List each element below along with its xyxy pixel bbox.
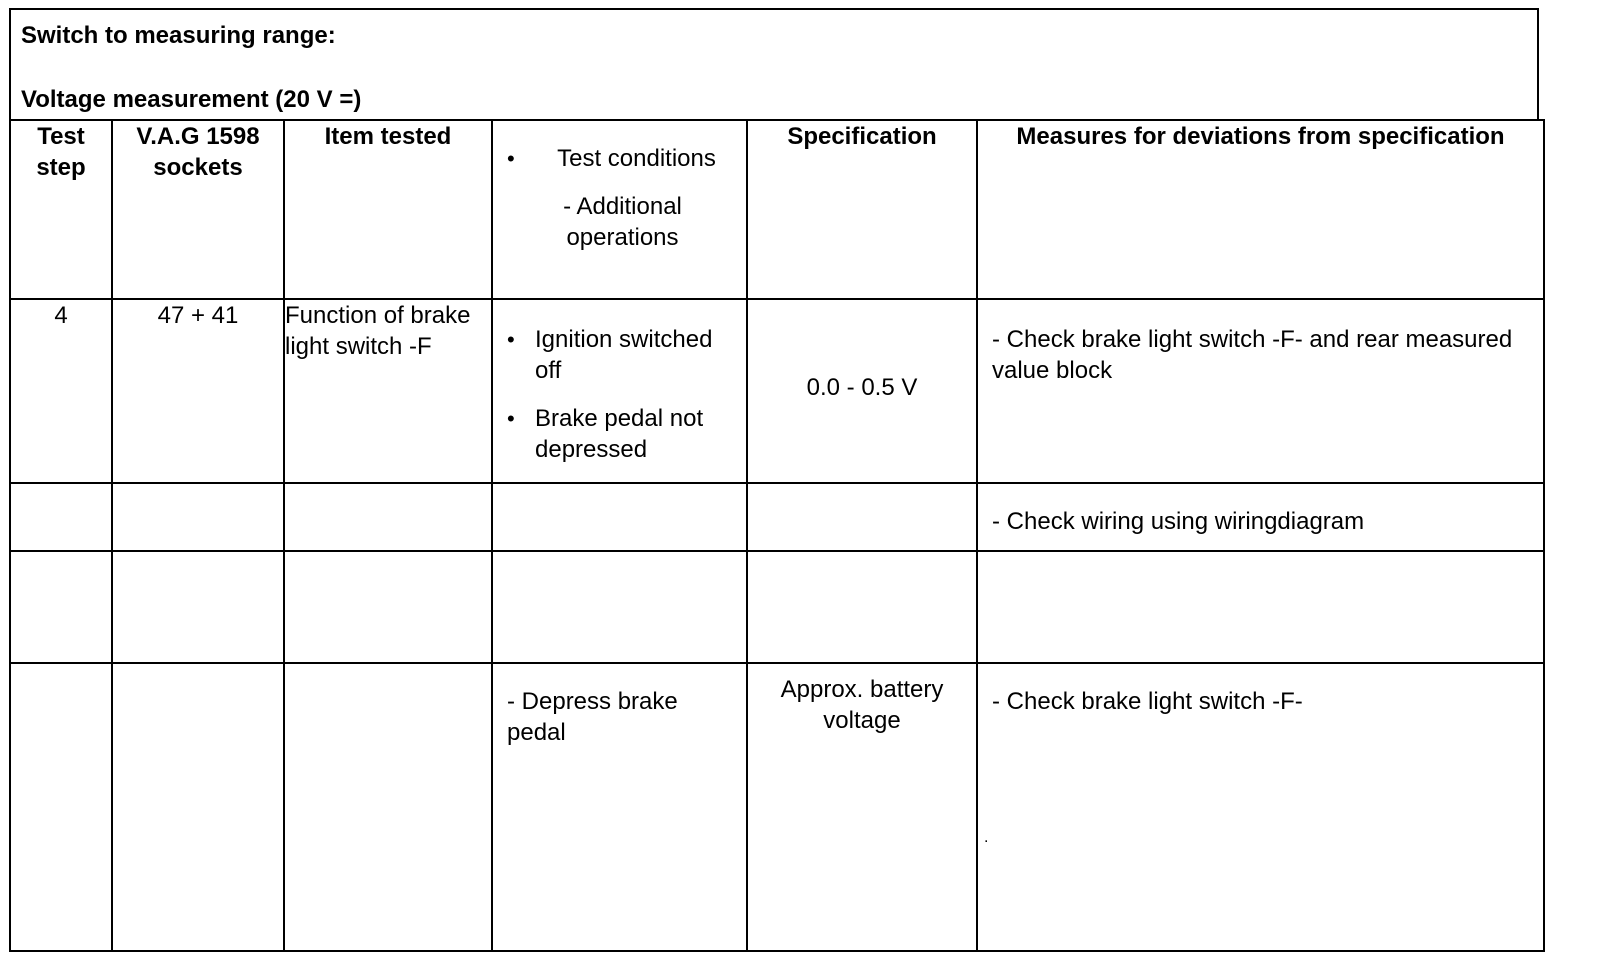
table-row [10,663,1544,951]
cell-item-tested: Function of brake light switch -F [284,299,492,483]
header-item-tested: Item tested [284,120,492,299]
header-measures: Measures for deviations from specification [977,120,1544,299]
cell-measures: - Check brake light switch -F- and rear measured value block [977,299,1544,483]
cell-empty [112,551,284,663]
condition-item: • Brake pedal not depressed [507,405,704,463]
cell-empty [10,483,112,551]
cell-operation: - Depress brake pedal [492,663,747,951]
measuring-range-caption [9,8,1539,119]
cell-specification: 0.0 - 0.5 V [747,299,977,483]
cell-empty [10,551,112,663]
bullet-dot-icon: • [507,146,515,171]
table-header-row [10,120,1544,299]
cell-empty [284,663,492,951]
header-conditions-bullet: • Test conditions [507,145,716,172]
caption-switch-range: Switch to measuring range: [21,22,336,49]
cell-sockets: 47 + 41 [112,299,284,483]
cell-specification: Approx. battery voltage [747,663,977,951]
table-row [10,551,1544,663]
cell-empty [747,551,977,663]
cell-empty [492,551,747,663]
cell-empty [112,483,284,551]
header-test-step: Test step [10,120,112,299]
cell-measures: - Check wiring using wiringdiagram [977,483,1544,551]
test-table [9,119,1545,952]
cell-empty [747,483,977,551]
table-row [10,483,1544,551]
caption-voltage-measurement: Voltage measurement (20 V =) [21,86,362,113]
cell-test-conditions [492,299,747,483]
cell-empty [977,551,1544,663]
cell-empty [492,483,747,551]
table-row [10,299,1544,483]
header-additional-operations: - Additional operations [563,193,682,251]
header-specification: Specification [747,120,977,299]
header-sockets: V.A.G 1598 sockets [112,120,284,299]
cell-empty [112,663,284,951]
header-test-conditions [492,120,747,299]
cell-empty [284,551,492,663]
bullet-dot-icon: • [507,406,515,431]
bullet-dot-icon: • [507,327,515,352]
cell-test-step: 4 [10,299,112,483]
cell-empty [10,663,112,951]
condition-item: • Ignition switched off [507,326,713,384]
measures-text: - Check brake light switch -F- [992,688,1303,715]
cell-measures [977,663,1544,951]
test-table-sheet [9,8,1599,946]
stray-mark: . [984,829,989,846]
cell-empty [284,483,492,551]
